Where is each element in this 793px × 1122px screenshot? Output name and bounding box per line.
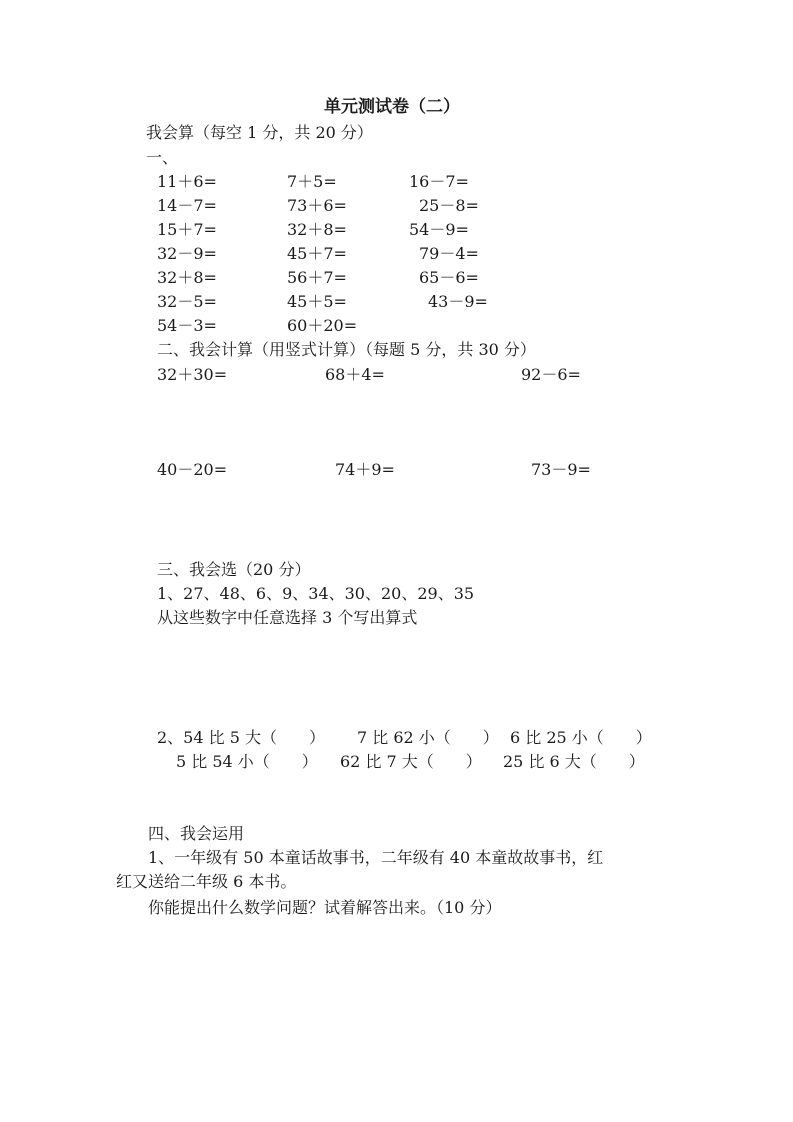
problem: 79－4= xyxy=(419,244,479,263)
word-problem-line: 1、一年级有 50 本童话故事书，二年级有 40 本童故故事书，红 xyxy=(148,848,604,867)
page-title: 单元测试卷（二） xyxy=(324,97,460,117)
problem: 45＋7= xyxy=(287,244,347,263)
problem: 7＋5= xyxy=(287,172,337,191)
vertical-problem: 32＋30= xyxy=(157,365,228,384)
problem: 54－9= xyxy=(409,220,469,239)
vertical-problem: 92－6= xyxy=(521,365,581,384)
compare-question: 7 比 62 小（ ） xyxy=(357,728,499,747)
compare-question: 25 比 6 大（ ） xyxy=(503,752,645,771)
problem: 60＋20= xyxy=(287,316,358,335)
instruction: 从这些数字中任意选择 3 个写出算式 xyxy=(157,608,418,627)
section1-heading: 我会算（每空 1 分，共 20 分） xyxy=(146,123,373,142)
word-problem-prompt: 你能提出什么数学问题？试着解答出来。（10 分） xyxy=(148,898,502,917)
problem: 56＋7= xyxy=(287,268,347,287)
problem: 11＋6= xyxy=(157,172,217,191)
problem: 14－7= xyxy=(157,196,217,215)
problem: 54－3= xyxy=(157,316,217,335)
vertical-problem: 73－9= xyxy=(531,460,591,479)
problem: 65－6= xyxy=(419,268,479,287)
section2-heading: 二、我会计算（用竖式计算）（每题 5 分，共 30 分） xyxy=(157,340,536,359)
problem: 15＋7= xyxy=(157,220,217,239)
problem: 43－9= xyxy=(428,292,488,311)
compare-question: 6 比 25 小（ ） xyxy=(510,728,652,747)
compare-question: 5 比 54 小（ ） xyxy=(176,752,318,771)
section1-number: 一、 xyxy=(146,148,179,167)
problem: 16－7= xyxy=(409,172,469,191)
number-list: 1、27、48、6、9、34、30、20、29、35 xyxy=(157,584,475,603)
problem: 25－8= xyxy=(419,196,479,215)
problem: 32－5= xyxy=(157,292,217,311)
vertical-problem: 74＋9= xyxy=(335,460,395,479)
vertical-problem: 40－20= xyxy=(157,460,228,479)
word-problem-line: 红又送给二年级 6 本书。 xyxy=(116,872,297,891)
problem: 32－9= xyxy=(157,244,217,263)
compare-question: 2、54 比 5 大（ ） xyxy=(157,728,325,747)
problem: 32＋8= xyxy=(287,220,347,239)
compare-question: 62 比 7 大（ ） xyxy=(340,752,482,771)
vertical-problem: 68＋4= xyxy=(325,365,385,384)
problem: 32＋8= xyxy=(157,268,217,287)
problem: 73＋6= xyxy=(287,196,347,215)
section3-heading: 三、我会选（20 分） xyxy=(157,560,311,579)
problem: 45＋5= xyxy=(287,292,347,311)
section4-heading: 四、我会运用 xyxy=(148,824,245,843)
